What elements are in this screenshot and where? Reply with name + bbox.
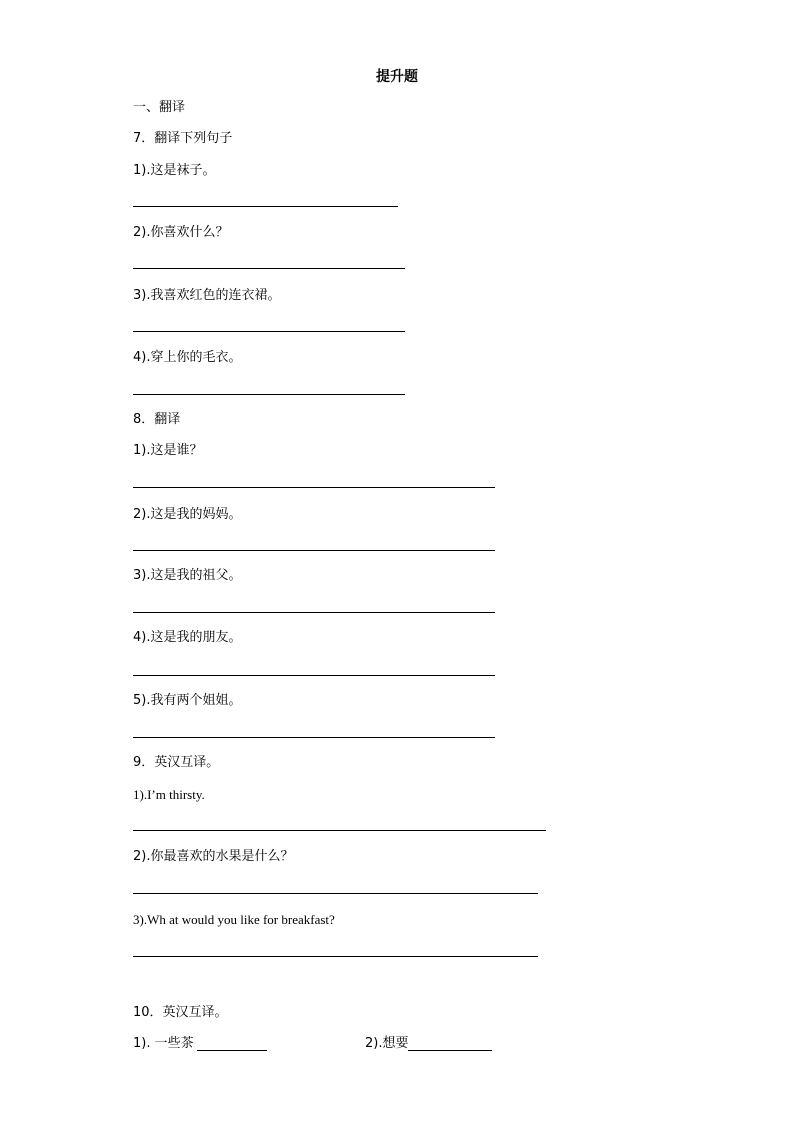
q9-answer-line-1[interactable] — [133, 830, 546, 831]
q10-item-2: 2).想要 — [365, 1036, 409, 1051]
q8-answer-line-5[interactable] — [133, 737, 495, 738]
q10-item-1: 1). 一些茶 — [133, 1036, 194, 1051]
q7-item-3: 3).我喜欢红色的连衣裙。 — [133, 288, 281, 303]
question-10-label: 10．英汉互译。 — [133, 1005, 228, 1020]
q8-item-4: 4).这是我的朋友。 — [133, 630, 242, 645]
q7-answer-line-1[interactable] — [133, 206, 398, 207]
q8-answer-line-4[interactable] — [133, 675, 495, 676]
q10-answer-line-2[interactable] — [408, 1050, 492, 1051]
q7-item-1: 1).这是袜子。 — [133, 163, 216, 178]
section-heading: 一、翻译 — [133, 100, 186, 115]
q7-item-4: 4).穿上你的毛衣。 — [133, 350, 242, 365]
q9-answer-line-3[interactable] — [133, 956, 538, 957]
q10-answer-line-1[interactable] — [197, 1050, 267, 1051]
question-9-label: 9．英汉互译。 — [133, 755, 220, 770]
q7-answer-line-3[interactable] — [133, 331, 405, 332]
question-7-label: 7．翻译下列句子 — [133, 131, 233, 146]
q8-answer-line-2[interactable] — [133, 550, 495, 551]
q8-answer-line-3[interactable] — [133, 612, 495, 613]
q8-item-2: 2).这是我的妈妈。 — [133, 507, 242, 522]
q7-answer-line-4[interactable] — [133, 394, 405, 395]
q8-item-3: 3).这是我的祖父。 — [133, 568, 242, 583]
q7-item-2: 2).你喜欢什么？ — [133, 225, 229, 240]
q9-item-1: 1).I’m thirsty. — [133, 787, 205, 802]
q9-answer-line-2[interactable] — [133, 893, 538, 894]
q7-answer-line-2[interactable] — [133, 268, 405, 269]
q8-answer-line-1[interactable] — [133, 487, 495, 488]
q8-item-5: 5).我有两个姐姐。 — [133, 693, 242, 708]
q9-item-2: 2).你最喜欢的水果是什么？ — [133, 849, 294, 864]
page-title: 提升题 — [376, 69, 418, 85]
q9-item-3: 3).Wh at would you like for breakfast? — [133, 912, 335, 927]
q8-item-1: 1).这是谁？ — [133, 443, 203, 458]
question-8-label: 8．翻译 — [133, 412, 181, 427]
